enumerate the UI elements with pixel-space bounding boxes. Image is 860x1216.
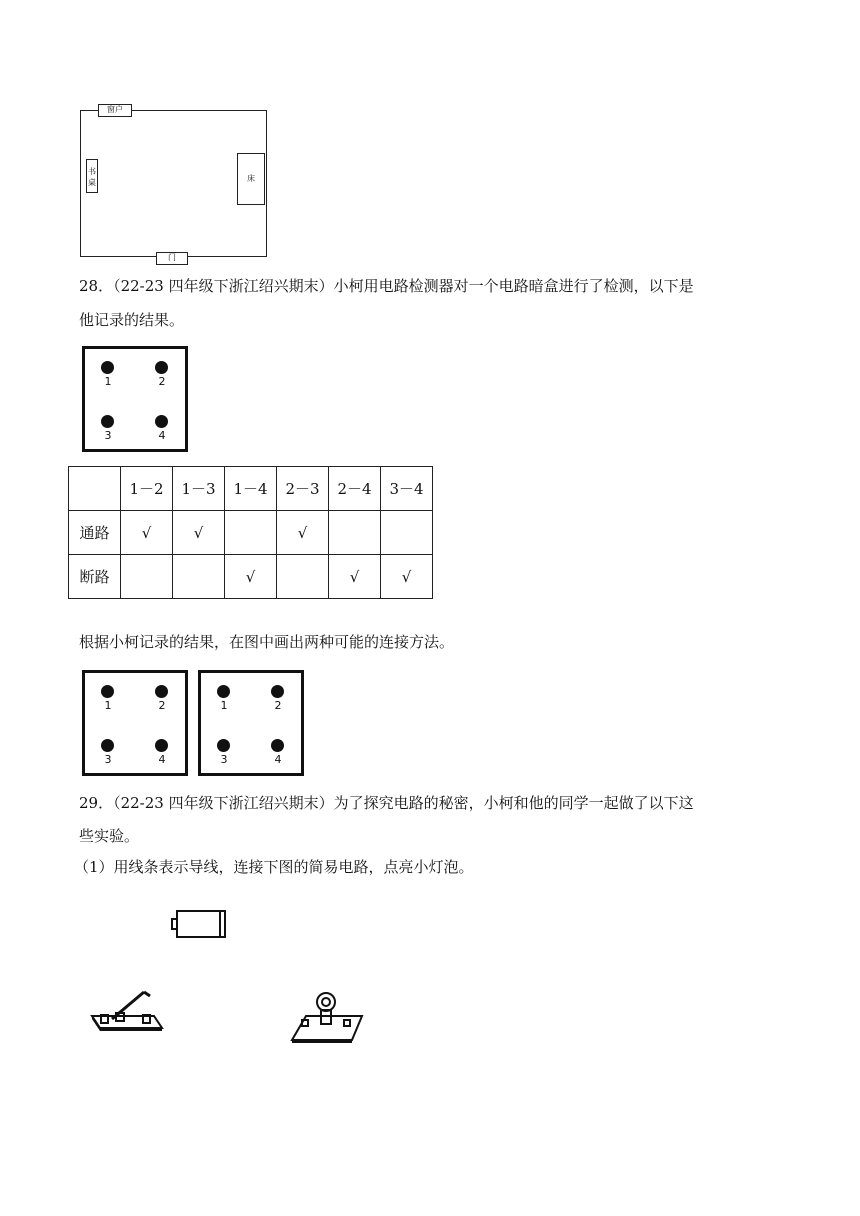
q29-text-line2: 些实验。 (79, 827, 140, 845)
table-cell (173, 555, 225, 599)
table-cell (69, 467, 121, 511)
table-cell: √ (277, 511, 329, 555)
table-cell: 1－3 (173, 467, 225, 511)
switch-icon[interactable] (88, 988, 168, 1036)
table-row (69, 511, 433, 555)
window-label: 窗户 (98, 104, 132, 117)
q29-sub1-text: （1）用线条表示导线，连接下图的简易电路，点亮小灯泡。 (74, 858, 474, 876)
terminal-4-dot (155, 739, 168, 752)
terminal-4-label: 4 (158, 753, 166, 766)
terminal-2-dot (271, 685, 284, 698)
table-cell: 1－2 (121, 467, 173, 511)
table-row (69, 555, 433, 599)
q28-instruction: 根据小柯记录的结果，在图中画出两种可能的连接方法。 (79, 633, 455, 651)
terminal-4-dot (155, 415, 168, 428)
terminal-2-label: 2 (158, 699, 166, 712)
table-cell: √ (121, 511, 173, 555)
terminal-1-dot (217, 685, 230, 698)
terminal-1-label: 1 (104, 375, 112, 388)
bulb-holder-icon[interactable] (290, 990, 366, 1046)
terminal-3-label: 3 (220, 753, 228, 766)
table-cell (381, 511, 433, 555)
table-cell: √ (329, 555, 381, 599)
table-cell: 通路 (69, 511, 121, 555)
table-cell: 3－4 (381, 467, 433, 511)
table-cell (225, 511, 277, 555)
terminal-2-dot (155, 685, 168, 698)
table-cell: √ (225, 555, 277, 599)
answer-box-1[interactable] (82, 670, 188, 776)
terminal-2-label: 2 (158, 375, 166, 388)
terminal-3-dot (101, 415, 114, 428)
q28-text-line1: 28．（22-23 四年级下浙江绍兴期末）小柯用电路检测器对一个电路暗盒进行了检测，以下是 (79, 277, 694, 295)
terminal-3-label: 3 (104, 753, 112, 766)
terminal-1-label: 1 (104, 699, 112, 712)
terminal-4-label: 4 (274, 753, 282, 766)
table-cell: 1－4 (225, 467, 277, 511)
door-label: 门 (156, 252, 188, 265)
table-cell (121, 555, 173, 599)
circuit-box-diagram (82, 346, 188, 452)
terminal-4-label: 4 (158, 429, 166, 442)
terminal-3-label: 3 (104, 429, 112, 442)
battery-icon[interactable] (170, 908, 230, 940)
desk-label: 书桌 (86, 159, 98, 193)
table-cell: 2－4 (329, 467, 381, 511)
terminal-3-dot (217, 739, 230, 752)
table-header-row (69, 467, 433, 511)
terminal-1-label: 1 (220, 699, 228, 712)
q28-text-line2: 他记录的结果。 (79, 311, 185, 329)
table-cell: 2－3 (277, 467, 329, 511)
bed-label: 床 (237, 153, 265, 205)
terminal-4-dot (271, 739, 284, 752)
table-cell (277, 555, 329, 599)
q29-text-line1: 29．（22-23 四年级下浙江绍兴期末）为了探究电路的秘密，小柯和他的同学一起做了以下这 (79, 794, 694, 812)
table-cell: 断路 (69, 555, 121, 599)
table-cell (329, 511, 381, 555)
answer-box-2[interactable] (198, 670, 304, 776)
terminal-1-dot (101, 361, 114, 374)
table-cell: √ (381, 555, 433, 599)
terminal-2-label: 2 (274, 699, 282, 712)
terminal-1-dot (101, 685, 114, 698)
table-cell: √ (173, 511, 225, 555)
terminal-3-dot (101, 739, 114, 752)
test-results-table (68, 466, 433, 599)
terminal-2-dot (155, 361, 168, 374)
